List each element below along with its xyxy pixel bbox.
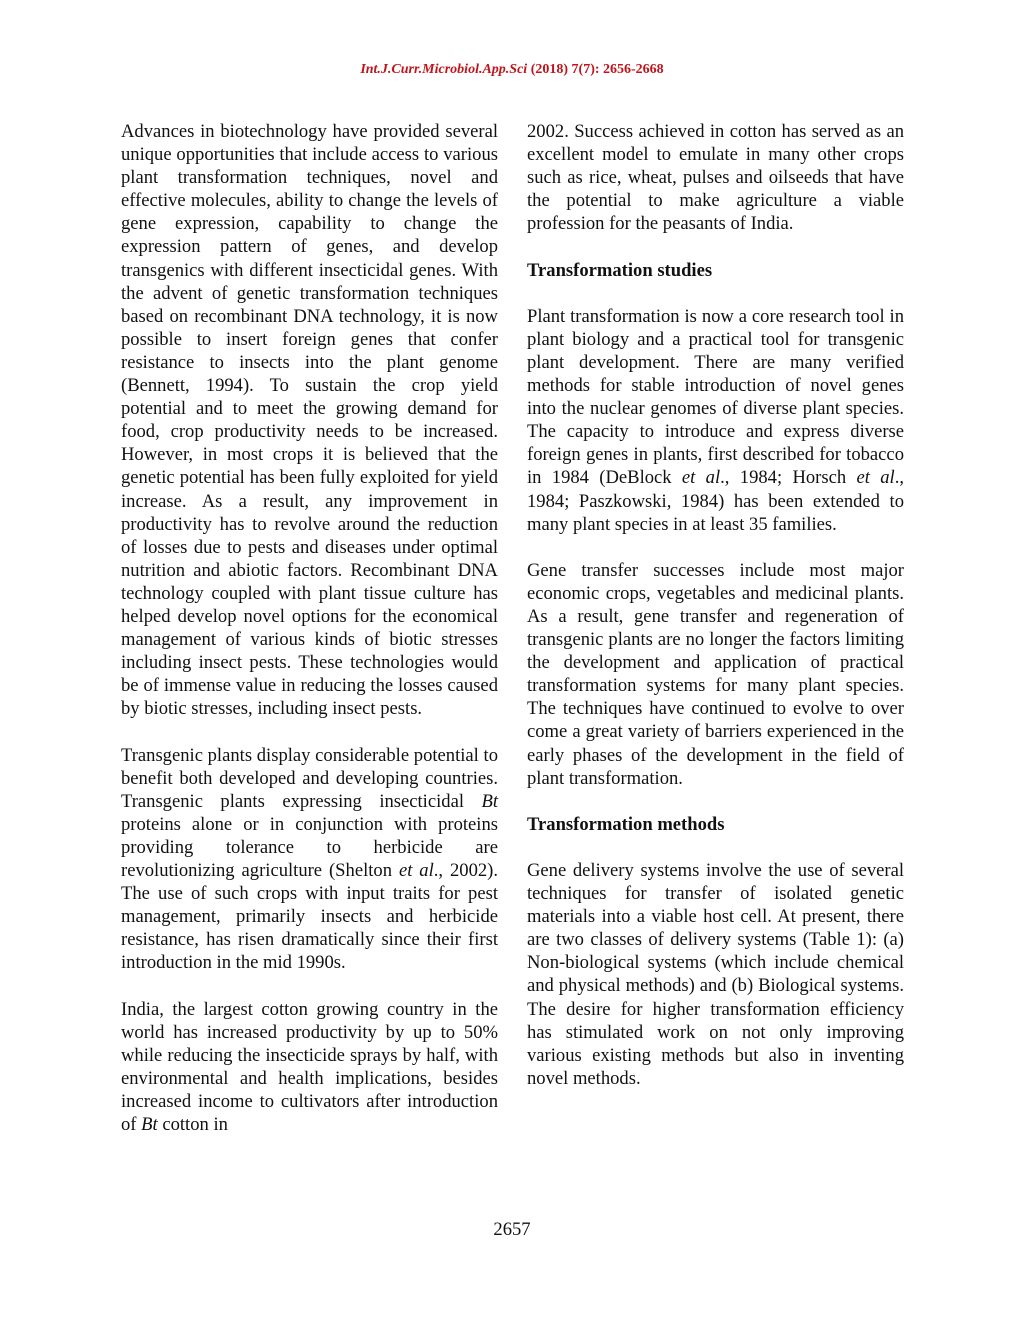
left-column: [121, 120, 498, 1136]
text-run: cotton in: [157, 1114, 228, 1136]
section-heading: Transformation methods: [527, 813, 725, 835]
text-run: ., 1984; Paszkowski, 1984) has been extended to many plant species in at least 35 families.: [527, 467, 904, 535]
paragraph: Gene transfer successes include most major economic crops, vegetables and medicinal plants. As a result, gene transfer and regeneration of transgenic plants are no longer the factors limiting the development and application of practical transformation systems for many plant species. The techniques have continued to evolve to over come a great variety of barriers experienced in the early phases of the development in the field of plant transformation.: [527, 559, 904, 789]
paragraph: Advances in biotechnology have provided several unique opportunities that include access to various plant transformation techniques, novel and effective molecules, ability to change the levels of gene expression, capability to change the expression pattern of genes, and develop transgenics with different insecticidal genes. With the advent of genetic transformation techniques based on recombinant DNA technology, it is now possible to insert foreign genes that confer resistance to insects into the plant genome (Bennett, 1994). To sustain the crop yield potential and to meet the growing demand for food, crop productivity needs to be increased. However, in most crops it is believed that the genetic potential has been fully exploited for yield increase. As a result, any improvement in productivity has to revolve around the reduction of losses due to pests and diseases under optimal nutrition and abiotic factors. Recombinant DNA technology coupled with plant tissue culture has helped develop novel options for the economical management of various kinds of biotic stresses including insect pests. These technologies would be of immense value in reducing the losses caused by biotic stresses, including insect pests.: [121, 121, 498, 720]
paragraph: [527, 305, 904, 536]
text-run: ., 2002). The use of such crops with input traits for pest management, primarily insects and herbicide resistance, has risen dramatically since their first introduction in the mid 1990s.: [121, 860, 499, 974]
text-run: India, the largest cotton growing country in the world has increased productivity by up to 50% while reducing the insecticide sprays by half, with environmental and health implications, besides increased income to cultivators after introduction of: [121, 998, 498, 1136]
text-run: Transgenic plants display considerable potential to benefit both developed and developing countries. Transgenic plants expressing insecticidal: [121, 744, 498, 812]
text-run: proteins alone or in conjunction with proteins providing tolerance to herbicide are revolutionizing agriculture (Shelton: [121, 813, 498, 881]
page-number: 2657: [493, 1219, 531, 1240]
running-header: [0, 62, 1024, 78]
paragraph: 2002. Success achieved in cotton has served as an excellent model to emulate in many other crops such as rice, wheat, pulses and oilseeds that have the potential to make agriculture a viable profession for the peasants of India.: [527, 121, 904, 235]
italic-term: et al: [398, 860, 434, 881]
italic-term: Bt: [481, 790, 498, 812]
paragraph: [121, 998, 498, 1137]
text-run: Plant transformation is now a core research tool in plant biology and a practical tool for transgenic plant development. There are many verified methods for stable introduction of novel genes into the nuclear genomes of diverse plant species. The capacity to introduce and express diverse foreign genes in plants, first described for tobacco in 1984 (DeBlock: [527, 305, 904, 489]
italic-term: et al: [681, 467, 721, 489]
italic-term: Bt: [141, 1114, 158, 1136]
text-run: ., 1984; Horsch: [720, 467, 857, 489]
journal-citation: (2018) 7(7): 2656-2668: [527, 62, 664, 77]
right-column: [527, 120, 904, 1090]
section-heading: Transformation studies: [527, 259, 713, 281]
paragraph: Gene delivery systems involve the use of several techniques for transfer of isolated genetic materials into a viable host cell. At present, there are two classes of delivery systems (Table 1): (a) Non-biological systems (which include chemical and physical methods) and (b) Biological systems. The desire for higher transformation efficiency has stimulated work on not only improving various existing methods but also in inventing novel methods.: [527, 860, 904, 1089]
paragraph: [121, 744, 498, 975]
italic-term: et al: [856, 467, 895, 489]
journal-name: Int.J.Curr.Microbiol.App.Sci: [360, 62, 528, 77]
